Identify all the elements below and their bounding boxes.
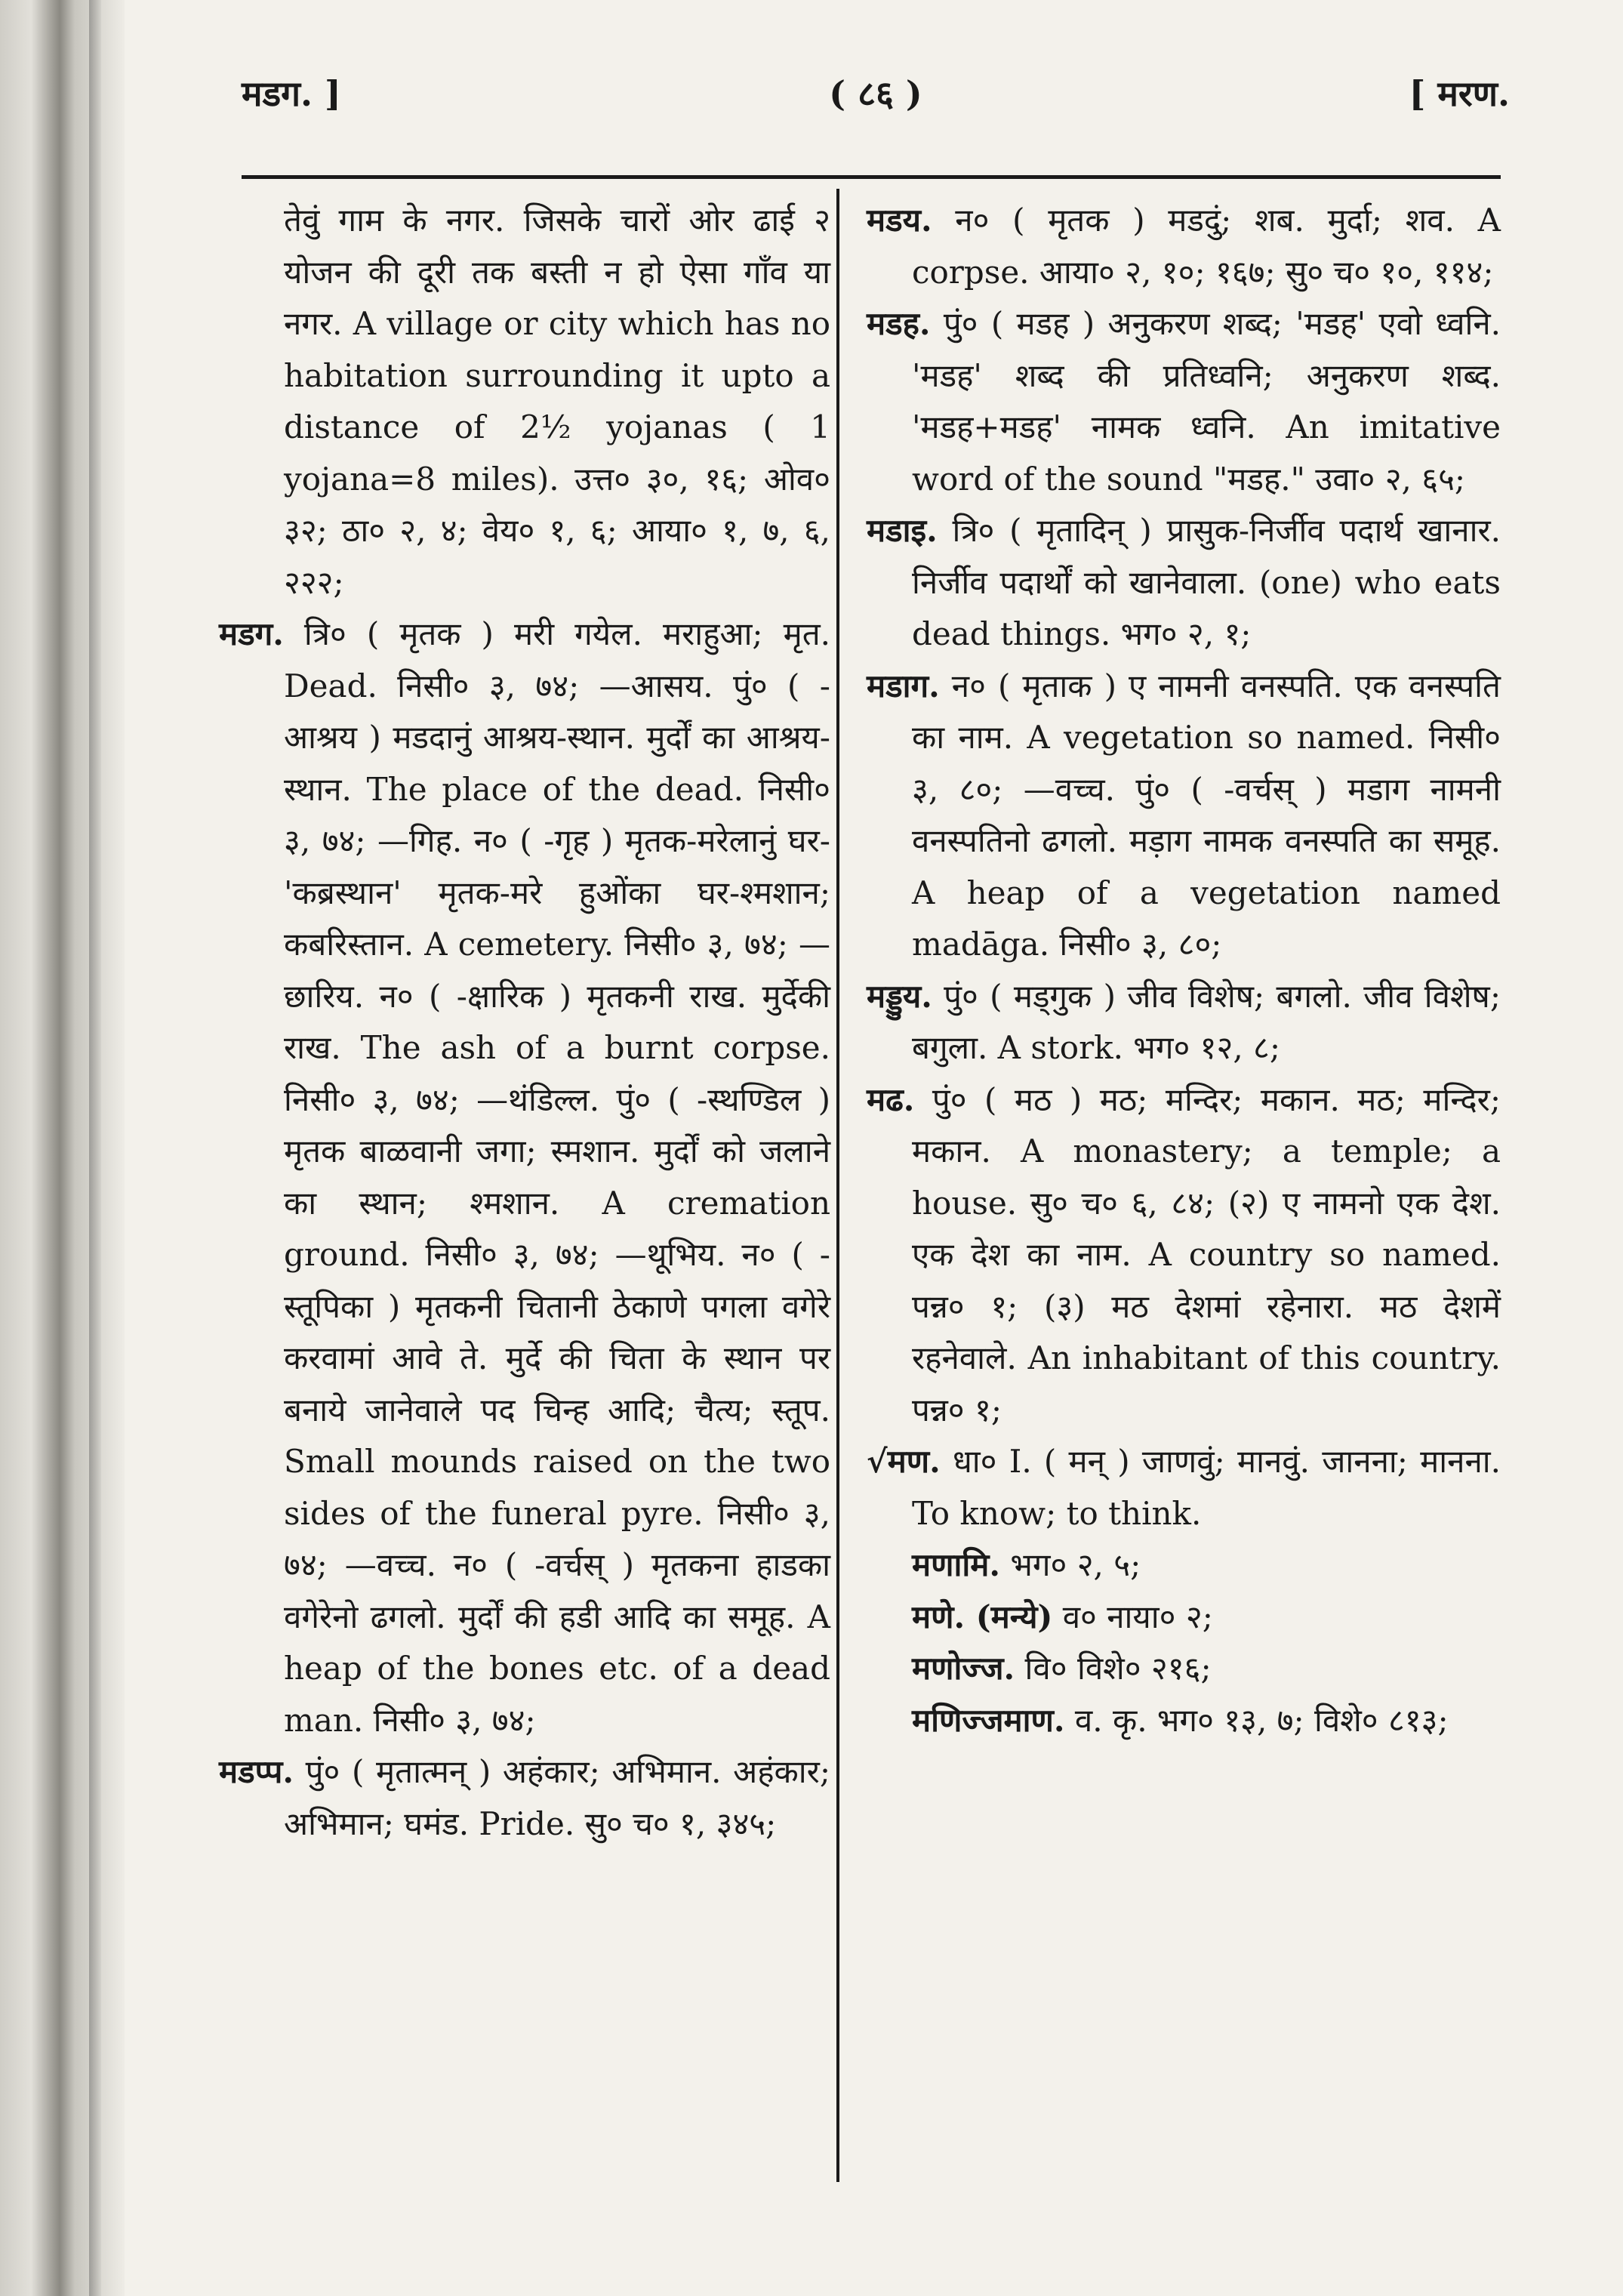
- dictionary-entry: [867, 195, 1501, 298]
- entry-headword: मणामि.: [912, 1546, 1000, 1583]
- dictionary-subentry: [867, 1643, 1501, 1695]
- binding-shadow: [89, 0, 101, 2296]
- entry-headword: मडय.: [867, 202, 932, 239]
- header-right-guideword: [ मरण.: [1409, 73, 1510, 114]
- left-column: [219, 195, 830, 1850]
- entry-headword: मडप्प.: [219, 1753, 294, 1790]
- entry-text: न० ( मृताक ) ए नामनी वनस्पति. एक वनस्पति का नाम. A vegetation so named. निसी० ३, ८०; —वच्च. पुं० ( -वर्चस् ) मडाग नामनी वनस्पतिनो ढगलो. मड़ाग नामक वनस्पति का समूह. A heap of a vegetation named madāga. निसी० ३, ८०;: [912, 667, 1501, 963]
- entry-headword: मणे. (मन्ये): [912, 1598, 1053, 1635]
- header-left-guideword: मडग. ]: [242, 73, 341, 114]
- dictionary-subentry: [867, 1695, 1501, 1747]
- entry-headword: मडाग.: [867, 667, 940, 704]
- page-number: ( ८६ ): [829, 73, 922, 114]
- entry-headword: मडाइ.: [867, 512, 938, 549]
- entry-headword: मणिज्जमाण.: [912, 1701, 1065, 1739]
- entry-text: त्रि० ( मृतादिन् ) प्रासुक-निर्जीव पदार्थ खानार. निर्जीव पदार्थों को खानेवाला. (one) who eats dead things. भग० २, १;: [912, 512, 1501, 652]
- page-binding-edge: [0, 0, 125, 2296]
- right-column: [867, 195, 1501, 1746]
- dictionary-entry: [219, 609, 830, 1746]
- entry-text: व० नाया० २;: [1062, 1598, 1213, 1635]
- entry-headword: मणोज्ज.: [912, 1650, 1015, 1687]
- dictionary-entry: [867, 298, 1501, 505]
- entry-text: भग० २, ५;: [1010, 1546, 1141, 1583]
- entry-headword: √मण.: [867, 1443, 941, 1480]
- entry-text: पुं० ( मडह ) अनुकरण शब्द; 'मडह' एवो ध्वनि. 'मडह' शब्द की प्रतिध्वनि; अनुकरण शब्द. 'मडह+मडह' नामक ध्वनि. An imitative word of the sound "मडह." उवा० २, ६५;: [912, 305, 1501, 498]
- entry-headword: मड्डुय.: [867, 977, 932, 1015]
- entry-text: पुं० ( मड्गुक ) जीव विशेष; बगलो. जीव विशेष; बगुला. A stork. भग० १२, ८;: [912, 977, 1501, 1066]
- dictionary-entry: [219, 195, 830, 609]
- dictionary-subentry: [867, 1592, 1501, 1644]
- entry-text: वि० विशे० २१६;: [1024, 1650, 1212, 1687]
- entry-text: पुं० ( मठ ) मठ; मन्दिर; मकान. मठ; मन्दिर; मकान. A monastery; a temple; a house. सु० च० ६, ८४; (२) ए नामनो एक देश. एक देश का नाम. A country so named. पन्न० १; (३) मठ देशमां रहेनारा. मठ देशमें रहनेवाले. An inhabitant of this country. पन्न० १;: [912, 1080, 1501, 1428]
- entry-headword: मडह.: [867, 305, 931, 342]
- dictionary-entry: [867, 971, 1501, 1074]
- entry-text: पुं० ( मृतात्मन् ) अहंकार; अभिमान. अहंकार; अभिमान; घमंड. Pride. सु० च० १, ३४५;: [284, 1753, 830, 1842]
- entry-text: तेवुं गाम के नगर. जिसके चारों ओर ढाई २ योजन की दूरी तक बस्ती न हो ऐसा गाँव या नगर. A village or city which has no habitation surrounding it upto a distance of 2½ yojanas ( 1 yojana=8 miles). उत्त० ३०, १६; ओव० ३२; ठा० २, ४; वेय० १, ६; आया० १, ७, ६, २२२;: [284, 202, 830, 601]
- dictionary-entry: [867, 1436, 1501, 1539]
- entry-text: त्रि० ( मृतक ) मरी गयेल. मराहुआ; मृत. Dead. निसी० ३, ७४; —आसय. पुं० ( -आश्रय ) मडदानुं आश्रय-स्थान. मुर्दों का आश्रय-स्थान. The place of the dead. निसी० ३, ७४; —गिह. न० ( -गृह ) मृतक-मरेलानुं घर-'कब्रस्थान' मृतक-मरे हुओंका घर-श्मशान; कबरिस्तान. A cemetery. निसी० ३, ७४; —छारिय. न० ( -क्षारिक ) मृतकनी राख. मुर्देकी राख. The ash of a burnt corpse. निसी० ३, ७४; —थंडिल्ल. पुं० ( -स्थण्डिल ) मृतक बाळवानी जगा; स्मशान. मुर्दों को जलाने का स्थान; श्मशान. A cremation ground. निसी० ३, ७४; —थूभिय. न० ( -स्तूपिका ) मृतकनी चितानी ठेकाणे पगला वगेरे करवामां आवे ते. मुर्दे की चिता के स्थान पर बनाये जानेवाले पद चिन्ह आदि; चैत्य; स्तूप. Small mounds raised on the two sides of the funeral pyre. निसी० ३, ७४; —वच्च. न० ( -वर्चस् ) मृतकना हाडका वगेरेनो ढगलो. मुर्दों की हडी आदि का समूह. A heap of the bones etc. of a dead man. निसी० ३, ७४;: [284, 615, 830, 1739]
- entry-continuation: [219, 195, 830, 609]
- dictionary-entry: [867, 661, 1501, 971]
- entry-text: धा० I. ( मन् ) जाणवुं; मानवुं. जानना; मानना. To know; to think.: [912, 1443, 1501, 1532]
- header-rule: [242, 175, 1501, 179]
- dictionary-entry: [867, 1074, 1501, 1437]
- page-header: [242, 69, 1510, 137]
- column-divider: [836, 189, 839, 2182]
- dictionary-entry: [219, 1746, 830, 1850]
- entry-text: न० ( मृतक ) मडदुं; शब. मुर्दा; शव. A corpse. आया० २, १०; १६७; सु० च० १०, ११४;: [912, 202, 1501, 291]
- dictionary-entry: [867, 505, 1501, 661]
- entry-headword: मढ.: [867, 1080, 915, 1118]
- dictionary-subentry: [867, 1539, 1501, 1592]
- entry-text: व. कृ. भग० १३, ७; विशे० ८१३;: [1074, 1701, 1449, 1739]
- entry-headword: मडग.: [219, 615, 284, 652]
